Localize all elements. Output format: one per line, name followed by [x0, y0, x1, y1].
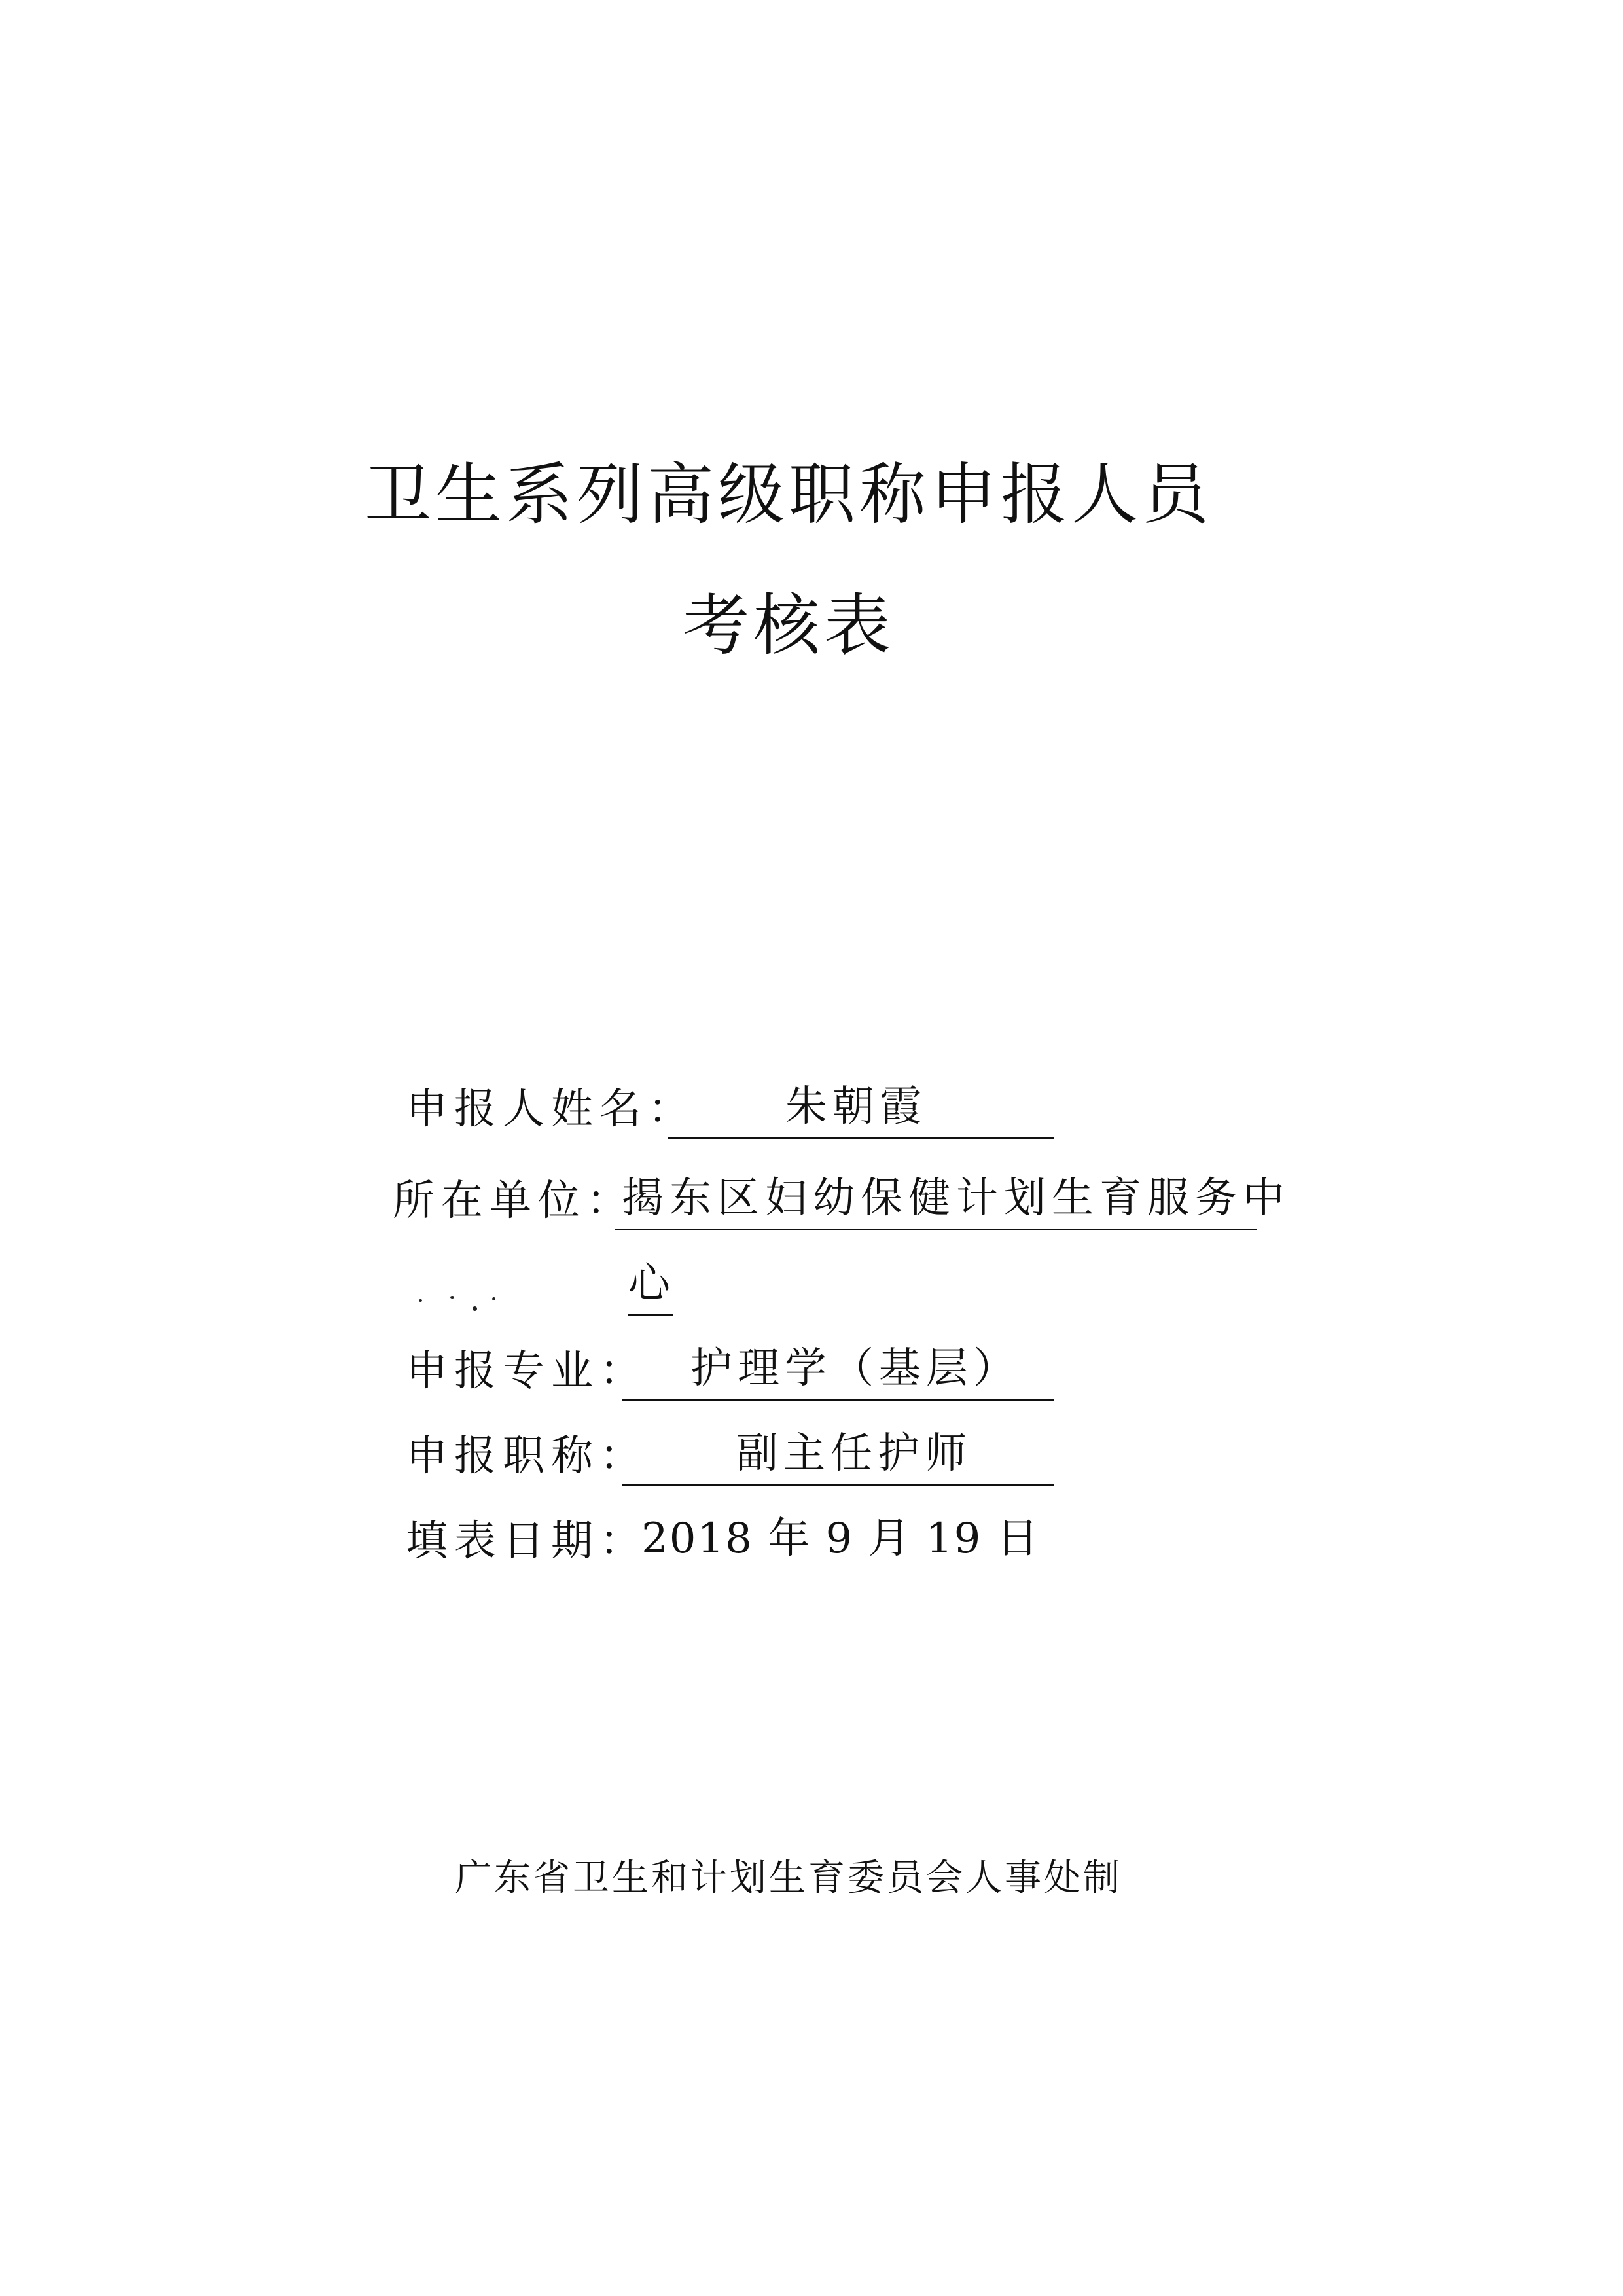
- fill-date-label: 填表日期：: [406, 1517, 648, 1566]
- document-title-line-2: 考核表: [683, 587, 895, 665]
- applicant-name-field: [668, 1080, 1054, 1139]
- professional-title-field: [622, 1427, 1054, 1486]
- specialty-field: [622, 1342, 1054, 1401]
- specialty-label: 申报专业：: [406, 1347, 648, 1395]
- fill-date-value: 2018 年 9 月 19 日: [641, 1515, 1040, 1563]
- work-unit-value: 揭东区妇幼保健计划生育服务中: [622, 1174, 1291, 1223]
- specialty-row: [406, 1342, 1060, 1401]
- work-unit-value-continuation: 心: [628, 1259, 670, 1308]
- scan-speck: [450, 1296, 454, 1299]
- applicant-name-row: [406, 1080, 1060, 1139]
- scan-speck: [473, 1306, 477, 1311]
- specialty-value: 护理学（基层）: [690, 1344, 1020, 1393]
- applicant-name-label: 申报人姓名：: [406, 1085, 696, 1134]
- applicant-name-value: 朱朝霞: [785, 1083, 927, 1131]
- professional-title-label: 申报职称：: [406, 1432, 648, 1480]
- scan-speck: [419, 1299, 422, 1302]
- issuing-authority: 广东省卫生和计划生育委员会人事处制: [455, 1857, 1122, 1899]
- document-title-line-1: 卫生系列高级职称申报人员: [365, 456, 1213, 534]
- work-unit-field: [615, 1172, 1291, 1230]
- work-unit-label: 所在单位：: [393, 1177, 635, 1225]
- professional-title-row: [406, 1427, 1060, 1486]
- scan-speck: [492, 1297, 495, 1300]
- work-unit-continuation-row: [628, 1257, 759, 1316]
- work-unit-row: [393, 1172, 1291, 1230]
- professional-title-value: 副主任护师: [736, 1429, 972, 1478]
- fill-date-row: [406, 1512, 1126, 1571]
